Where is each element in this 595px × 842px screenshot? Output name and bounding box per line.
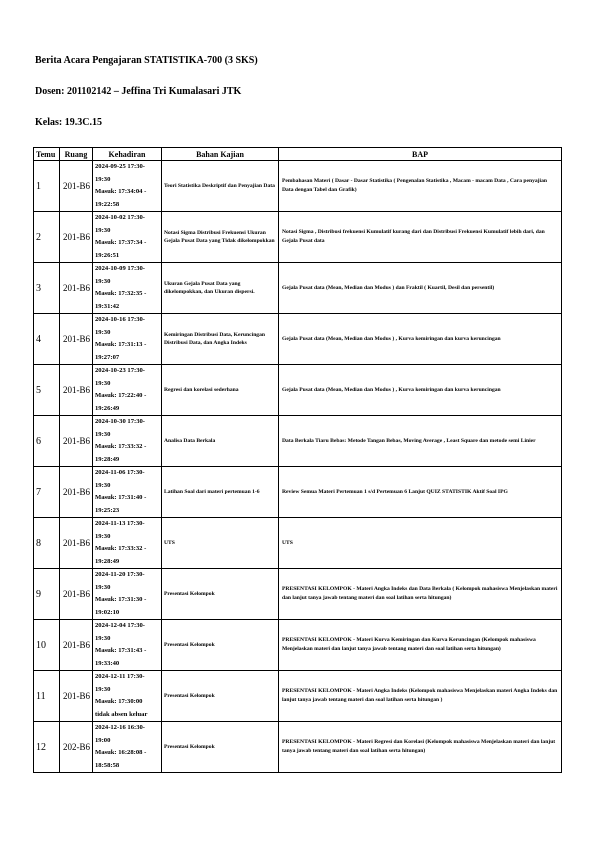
cell-ruang: 201-B6 xyxy=(60,263,93,314)
cell-bahan-kajian: Latihan Soal dari materi pertemuan 1-6 xyxy=(162,467,279,518)
table-row xyxy=(34,467,562,518)
table-row xyxy=(34,569,562,620)
cell-kehadiran: 2024-10-23 17:30- 19:30 Masuk: 17:22:40 - 19:26:49 xyxy=(93,365,162,416)
column-header-temu: Temu xyxy=(34,148,60,161)
cell-temu: 6 xyxy=(34,416,60,467)
table-row xyxy=(34,212,562,263)
table-header-row xyxy=(34,148,562,161)
cell-ruang: 201-B6 xyxy=(60,161,93,212)
cell-bap: PRESENTASI KELOMPOK - Materi Angka Indeks dan Data Berkala ( Kelompok mahasiswa Menjelaskan materi dan lanjut tanya jawab tentang materi dan soal latihan serta hitungan) xyxy=(279,569,562,620)
table-row xyxy=(34,671,562,722)
table-row xyxy=(34,620,562,671)
cell-kehadiran: 2024-12-04 17:30- 19:30 Masuk: 17:31:43 - 19:33:40 xyxy=(93,620,162,671)
table-row xyxy=(34,518,562,569)
cell-ruang: 201-B6 xyxy=(60,518,93,569)
cell-ruang: 201-B6 xyxy=(60,314,93,365)
cell-bahan-kajian: Teori Statistika Deskriptif dan Penyajian Data xyxy=(162,161,279,212)
table-row xyxy=(34,263,562,314)
cell-temu: 5 xyxy=(34,365,60,416)
cell-bap: PRESENTASI KELOMPOK - Materi Regresi dan Korelasi (Kelompok mahasiswa Menjelaskan materi dan lanjut tanya jawab tentang materi dan soal latihan serta hitungan) xyxy=(279,722,562,773)
cell-kehadiran: 2024-11-13 17:30- 19:30 Masuk: 17:33:32 - 19:28:49 xyxy=(93,518,162,569)
cell-bap: Gejala Pusat data (Mean, Median dan Modus ) dan Fraktil ( Kuartil, Desil dan persentil) xyxy=(279,263,562,314)
cell-temu: 7 xyxy=(34,467,60,518)
cell-bap: Gejala Pusat data (Mean, Median dan Modus ) , Kurva kemiringan dan kurva keruncingan xyxy=(279,314,562,365)
cell-ruang: 201-B6 xyxy=(60,365,93,416)
attendance-table xyxy=(33,147,562,773)
cell-ruang: 201-B6 xyxy=(60,212,93,263)
class-line: Kelas: 19.3C.15 xyxy=(35,117,102,128)
cell-temu: 12 xyxy=(34,722,60,773)
table-row xyxy=(34,314,562,365)
cell-bap: Pembahasan Materi ( Dasar - Dasar Statistika ( Pengenalan Statistika , Macam - macam Data , Cara penyajian Data dengan Tabel dan Grafik) xyxy=(279,161,562,212)
table-row xyxy=(34,416,562,467)
column-header-kehadiran: Kehadiran xyxy=(93,148,162,161)
cell-bahan-kajian: Presentasi Kelompok xyxy=(162,671,279,722)
cell-temu: 1 xyxy=(34,161,60,212)
cell-bap: Gejala Pusat data (Mean, Median dan Modus ) , Kurva kemiringan dan kurva keruncingan xyxy=(279,365,562,416)
cell-ruang: 201-B6 xyxy=(60,620,93,671)
column-header-bahan-kajian: Bahan Kajian xyxy=(162,148,279,161)
table-row xyxy=(34,722,562,773)
cell-kehadiran: 2024-10-09 17:30- 19:30 Masuk: 17:32:35 - 19:31:42 xyxy=(93,263,162,314)
cell-bap: Review Semua Materi Pertemuan 1 s/d Pertemuan 6 Lanjut QUIZ STATISTIK Aktif Soal IPG xyxy=(279,467,562,518)
cell-bahan-kajian: Presentasi Kelompok xyxy=(162,569,279,620)
cell-kehadiran: 2024-11-20 17:30- 19:30 Masuk: 17:31:30 - 19:02:10 xyxy=(93,569,162,620)
cell-kehadiran: 2024-12-16 16:30- 19:00 Masuk: 16:28:08 - 18:58:58 xyxy=(93,722,162,773)
cell-bap: PRESENTASI KELOMPOK - Materi Kurva Kemiringan dan Kurva Keruncingan (Kelompok mahasiswa Menjelaskan materi dan lanjut tanya jawab tentang materi dan soal latihan serta hitungan) xyxy=(279,620,562,671)
cell-temu: 8 xyxy=(34,518,60,569)
cell-temu: 4 xyxy=(34,314,60,365)
cell-temu: 3 xyxy=(34,263,60,314)
cell-bahan-kajian: Notasi Sigma Distribusi Frekuensi Ukuran Gejala Pusat Data yang Tidak dikelompokkan xyxy=(162,212,279,263)
cell-kehadiran: 2024-10-30 17:30- 19:30 Masuk: 17:33:32 - 19:28:49 xyxy=(93,416,162,467)
column-header-bap: BAP xyxy=(279,148,562,161)
cell-kehadiran: 2024-11-06 17:30- 19:30 Masuk: 17:31:40 - 19:25:23 xyxy=(93,467,162,518)
cell-ruang: 202-B6 xyxy=(60,722,93,773)
cell-bahan-kajian: Presentasi Kelompok xyxy=(162,722,279,773)
cell-bahan-kajian: UTS xyxy=(162,518,279,569)
cell-bap: Notasi Sigma , Distribusi frekuensi Kumulatif kurang dari dan Distribusi Frekuensi Kumulatif lebih dari, dan Gejala Pusat data xyxy=(279,212,562,263)
cell-kehadiran: 2024-10-02 17:30- 19:30 Masuk: 17:37:34 - 19:26:51 xyxy=(93,212,162,263)
table-row xyxy=(34,161,562,212)
cell-bap: PRESENTASI KELOMPOK - Materi Angka Indeks (Kelompok mahasiswa Menjelaskan materi Angka Indeks dan lanjut tanya jawab tentang materi dan soal latihan serta hitungan ) xyxy=(279,671,562,722)
cell-temu: 2 xyxy=(34,212,60,263)
cell-bap: Data Berkala Tiaru Bebas: Metode Tangan Bebas, Moving Average , Least Square dan metode semi Linier xyxy=(279,416,562,467)
cell-temu: 11 xyxy=(34,671,60,722)
cell-ruang: 201-B6 xyxy=(60,671,93,722)
document-title: Berita Acara Pengajaran STATISTIKA-700 (3 SKS) xyxy=(35,55,258,66)
cell-bahan-kajian: Analisa Data Berkala xyxy=(162,416,279,467)
cell-temu: 9 xyxy=(34,569,60,620)
cell-kehadiran: 2024-12-11 17:30- 19:30 Masuk: 17:30:00 tidak absen keluar xyxy=(93,671,162,722)
cell-bahan-kajian: Presentasi Kelompok xyxy=(162,620,279,671)
table-row xyxy=(34,365,562,416)
lecturer-line: Dosen: 201102142 – Jeffina Tri Kumalasari JTK xyxy=(35,86,242,97)
cell-kehadiran: 2024-09-25 17:30- 19:30 Masuk: 17:34:04 - 19:22:58 xyxy=(93,161,162,212)
cell-bahan-kajian: Kemiringan Distribusi Data, Keruncingan Distribusi Data, dan Angka Indeks xyxy=(162,314,279,365)
column-header-ruang: Ruang xyxy=(60,148,93,161)
cell-ruang: 201-B6 xyxy=(60,416,93,467)
cell-temu: 10 xyxy=(34,620,60,671)
cell-ruang: 201-B6 xyxy=(60,467,93,518)
cell-bahan-kajian: Regresi dan korelasi sederhana xyxy=(162,365,279,416)
cell-bahan-kajian: Ukuran Gejala Pusat Data yang dikelompokkan, dan Ukuran dispersi. xyxy=(162,263,279,314)
cell-ruang: 201-B6 xyxy=(60,569,93,620)
cell-bap: UTS xyxy=(279,518,562,569)
cell-kehadiran: 2024-10-16 17:30- 19:30 Masuk: 17:31:13 - 19:27:07 xyxy=(93,314,162,365)
